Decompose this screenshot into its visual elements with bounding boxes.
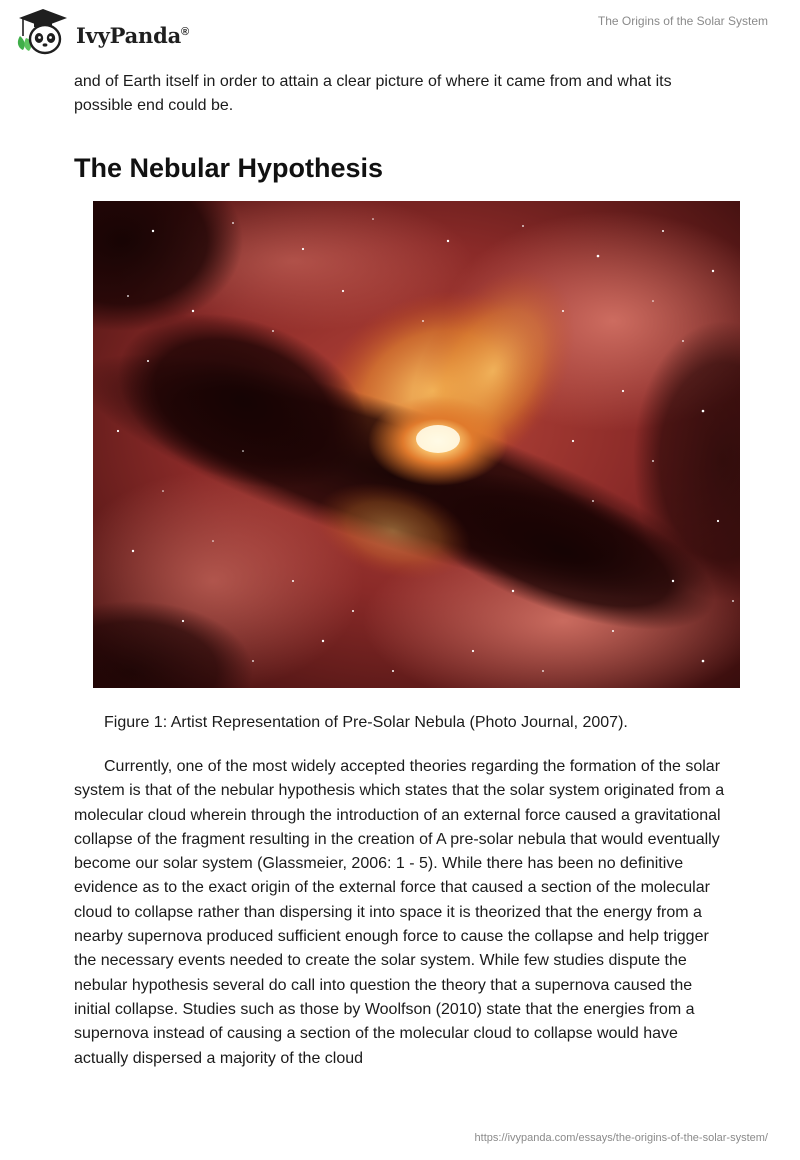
panda-graduate-icon	[14, 6, 72, 58]
pre-solar-nebula-image	[93, 201, 740, 688]
brand-logo[interactable]	[14, 6, 204, 58]
intro-block	[74, 70, 728, 184]
document-title: The Origins of the Solar System	[597, 14, 768, 28]
body-block	[74, 755, 728, 1071]
brand-name: IvyPanda®	[76, 22, 189, 48]
page-header	[0, 0, 800, 62]
intro-paragraph: and of Earth itself in order to attain a clear picture of where it came from and what its possible end could be.	[74, 73, 672, 115]
section-heading: The Nebular Hypothesis	[74, 152, 384, 183]
figure-caption: Figure 1: Artist Representation of Pre-Solar Nebula (Photo Journal, 2007).	[104, 714, 628, 731]
source-url[interactable]: https://ivypanda.com/essays/the-origins-of-the-solar-system/	[474, 1132, 768, 1144]
body-paragraph: Currently, one of the most widely accepted theories regarding the formation of the solar system is that of the nebular hypothesis which states that the solar system originated from a molecular cloud wherein through the introduction of an external force caused a gravitational collapse of the fragment resulting in the creation of A pre-solar nebula that would eventually become our solar system (Glassmeier, 2006: 1 - 5). While there has been no definitive evidence as to the exact origin of the external force that caused a section of the molecular cloud to collapse rather than dispersing it into space it is theorized that the energy from a nearby supernova produced sufficient enough force to cause the collapse and help trigger the necessary events needed to create the solar system. While few studies dispute the nebular hypothesis several do call into question the theory that a supernova caused the initial collapse. Studies such as those by Woolfson (2010) state that the energies from a supernova instead of causing a section of the molecular cloud to collapse would have actually dispersed a majority of the cloud	[74, 758, 725, 1067]
